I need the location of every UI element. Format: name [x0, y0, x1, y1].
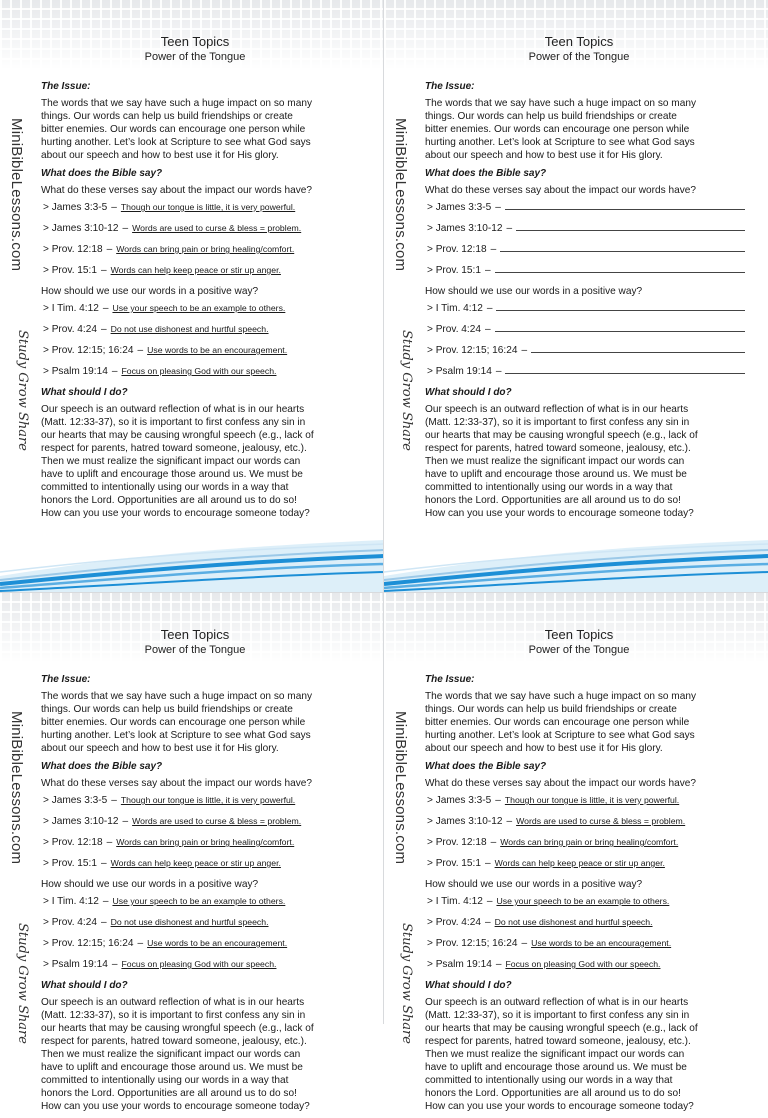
verse-item — [427, 836, 757, 857]
do-heading: What should I do? — [41, 980, 128, 991]
card-title: Teen Topics — [544, 627, 614, 642]
verse-item — [43, 937, 373, 958]
impact-question: What do these verses say about the impact our words have? — [425, 185, 696, 196]
verse-item — [427, 937, 757, 958]
motto-script: Study Grow Share — [15, 330, 30, 451]
verse-dash: – — [100, 324, 107, 335]
impact-question: What do these verses say about the impact our words have? — [41, 185, 312, 196]
verse-answer: Use words to be an encouragement. — [531, 938, 672, 948]
verse-reference: > James 3:10-12 — [427, 223, 503, 234]
verse-dash: – — [122, 223, 129, 234]
verse-dash: – — [486, 896, 493, 907]
do-line: committed to intentionally using our words in a way that — [41, 1075, 289, 1086]
issue-line: things. Our words can help us build friendships or create — [425, 704, 677, 715]
verse-item — [427, 243, 757, 264]
answer-blank-line[interactable] — [495, 323, 745, 332]
verse-reference: > James 3:3-5 — [427, 795, 492, 806]
verse-reference: > I Tim. 4:12 — [427, 896, 483, 907]
verse-item — [427, 201, 757, 222]
verse-dash: – — [122, 816, 129, 827]
do-line: have to uplift and encourage those around us. We must be — [425, 469, 687, 480]
verse-answer: Though our tongue is little, it is very powerful. — [120, 795, 296, 805]
issue-heading: The Issue: — [41, 674, 91, 685]
do-line: respect for parents, hatred toward someone, jealousy, etc.). — [41, 1036, 307, 1047]
do-line: Then we must realize the significant impact our words can — [41, 456, 301, 467]
issue-line: The words that we say have such a huge impact on so many — [41, 691, 312, 702]
verse-item — [43, 794, 373, 815]
motto-script: Study Grow Share — [15, 923, 30, 1044]
verse-item — [43, 243, 373, 264]
verse-reference: > Prov. 4:24 — [43, 917, 97, 928]
verse-answer: Use your speech to be an example to others. — [112, 896, 286, 906]
verse-reference: > Prov. 12:18 — [427, 244, 487, 255]
verse-reference: > I Tim. 4:12 — [43, 303, 99, 314]
issue-line: bitter enemies. Our words can encourage one person while — [425, 717, 690, 728]
verse-item — [43, 365, 373, 386]
verse-dash: – — [506, 223, 513, 234]
verse-item — [427, 815, 757, 836]
verse-dash: – — [100, 917, 107, 928]
issue-line: bitter enemies. Our words can encourage one person while — [41, 717, 306, 728]
verse-item — [427, 958, 757, 979]
verse-dash: – — [506, 816, 513, 827]
do-line: (Matt. 12:33-37), so it is important to first confess any sin in — [41, 1010, 306, 1021]
verse-answer: Words are used to curse & bless = problem. — [132, 223, 302, 233]
issue-line: hurting another. Let’s look at Scripture to see what God says — [425, 730, 695, 741]
issue-line: bitter enemies. Our words can encourage one person while — [425, 124, 690, 135]
do-line: (Matt. 12:33-37), so it is important to first confess any sin in — [425, 417, 690, 428]
verse-reference: > Prov. 15:1 — [43, 858, 97, 869]
verse-item — [43, 264, 373, 285]
issue-line: bitter enemies. Our words can encourage one person while — [41, 124, 306, 135]
do-line: Then we must realize the significant impact our words can — [425, 456, 685, 467]
bible-heading: What does the Bible say? — [41, 761, 163, 772]
verse-reference: > I Tim. 4:12 — [43, 896, 99, 907]
verse-dash: – — [100, 265, 107, 276]
issue-line: hurting another. Let’s look at Scripture to see what God says — [41, 137, 311, 148]
verse-reference: > Prov. 15:1 — [43, 265, 97, 276]
verse-reference: > Prov. 12:15; 16:24 — [427, 938, 518, 949]
do-line: have to uplift and encourage those around us. We must be — [425, 1062, 687, 1073]
verse-dash: – — [111, 795, 117, 806]
do-line: committed to intentionally using our words in a way that — [41, 482, 289, 493]
do-line: Our speech is an outward reflection of what is in our hearts — [425, 997, 689, 1008]
verse-dash: – — [484, 265, 491, 276]
card-content — [425, 80, 757, 525]
card-subtitle: Power of the Tongue — [528, 51, 630, 63]
verse-dash: – — [100, 858, 107, 869]
do-line: Our speech is an outward reflection of what is in our hearts — [425, 404, 689, 415]
verse-answer: Use your speech to be an example to others. — [112, 303, 286, 313]
verse-reference: > Psalm 19:14 — [43, 366, 108, 377]
site-watermark: MiniBibleLessons.com — [392, 711, 409, 865]
verse-item — [43, 323, 373, 344]
answer-blank-line[interactable] — [500, 243, 745, 252]
verse-dash: – — [111, 202, 117, 213]
verse-item — [43, 958, 373, 979]
do-paragraph — [41, 996, 373, 1113]
do-line: Our speech is an outward reflection of what is in our hearts — [41, 404, 305, 415]
site-watermark: MiniBibleLessons.com — [392, 118, 409, 272]
lesson-card — [384, 593, 768, 1112]
verse-dash: – — [521, 345, 528, 356]
lesson-card — [384, 0, 768, 592]
verse-dash: – — [484, 324, 491, 335]
issue-line: things. Our words can help us build friendships or create — [425, 111, 677, 122]
verse-dash: – — [495, 202, 501, 213]
verse-answer: Words are used to curse & bless = problem. — [516, 816, 686, 826]
verse-dash: – — [111, 959, 118, 970]
verse-dash: – — [490, 244, 497, 255]
horizontal-cut-line — [0, 592, 768, 593]
issue-heading: The Issue: — [41, 81, 91, 92]
card-subtitle: Power of the Tongue — [144, 51, 246, 63]
verse-dash: – — [484, 858, 491, 869]
verse-answer: Though our tongue is little, it is very powerful. — [120, 202, 296, 212]
verse-reference: > Prov. 12:15; 16:24 — [43, 345, 134, 356]
positive-question: How should we use our words in a positive way? — [425, 879, 643, 890]
verse-item — [43, 201, 373, 222]
verse-reference: > Prov. 4:24 — [427, 324, 481, 335]
issue-line: The words that we say have such a huge impact on so many — [425, 691, 696, 702]
verse-dash: – — [495, 366, 502, 377]
lesson-card — [0, 593, 384, 1112]
do-heading: What should I do? — [425, 387, 512, 398]
do-line: respect for parents, hatred toward someone, jealousy, etc.). — [425, 1036, 691, 1047]
impact-question: What do these verses say about the impact our words have? — [41, 778, 312, 789]
answer-blank-line[interactable] — [505, 201, 745, 210]
card-content — [425, 673, 757, 1118]
do-heading: What should I do? — [41, 387, 128, 398]
issue-line: hurting another. Let’s look at Scripture to see what God says — [41, 730, 311, 741]
verse-item — [43, 344, 373, 365]
verse-reference: > James 3:10-12 — [427, 816, 503, 827]
do-line: How can you use your words to encourage someone today? — [425, 508, 694, 519]
verse-item — [43, 857, 373, 878]
issue-paragraph — [425, 97, 757, 162]
issue-line: about our speech and how to best use it for His glory. — [425, 150, 663, 161]
issue-line: about our speech and how to best use it for His glory. — [425, 743, 663, 754]
verse-answer: Though our tongue is little, it is very powerful. — [504, 795, 680, 805]
verse-dash: – — [102, 896, 109, 907]
verse-answer: Words can help keep peace or stir up anger. — [494, 858, 665, 868]
issue-paragraph — [41, 97, 373, 162]
verse-item — [427, 302, 757, 323]
verse-answer: Focus on pleasing God with our speech. — [505, 959, 661, 969]
verse-answer: Words can bring pain or bring healing/comfort. — [500, 837, 679, 847]
issue-line: things. Our words can help us build friendships or create — [41, 111, 293, 122]
do-paragraph — [425, 403, 757, 520]
do-line: (Matt. 12:33-37), so it is important to first confess any sin in — [41, 417, 306, 428]
verse-item — [427, 222, 757, 243]
vertical-cut-line — [383, 0, 384, 1024]
verse-item — [427, 344, 757, 365]
verse-reference: > Prov. 12:15; 16:24 — [43, 938, 134, 949]
verse-dash: – — [490, 837, 497, 848]
issue-heading: The Issue: — [425, 81, 475, 92]
verse-reference: > I Tim. 4:12 — [427, 303, 483, 314]
issue-line: The words that we say have such a huge impact on so many — [41, 98, 312, 109]
do-line: our hearts that may be causing wrongful speech (e.g., lack of — [425, 1023, 698, 1034]
verse-reference: > James 3:3-5 — [43, 202, 108, 213]
positive-question: How should we use our words in a positive way? — [425, 286, 643, 297]
do-line: How can you use your words to encourage someone today? — [41, 1101, 310, 1112]
verse-reference: > Prov. 15:1 — [427, 265, 481, 276]
card-subtitle: Power of the Tongue — [144, 644, 246, 656]
do-line: have to uplift and encourage those around us. We must be — [41, 1062, 303, 1073]
verse-reference: > Psalm 19:14 — [427, 366, 492, 377]
verse-dash: – — [486, 303, 493, 314]
bible-heading: What does the Bible say? — [425, 168, 547, 179]
verse-reference: > Prov. 12:18 — [43, 837, 103, 848]
verse-answer: Words can help keep peace or stir up anger. — [110, 265, 281, 275]
verse-reference: > James 3:3-5 — [43, 795, 108, 806]
do-line: honors the Lord. Opportunities are all around us to do so! — [41, 495, 297, 506]
verse-reference: > Psalm 19:14 — [427, 959, 492, 970]
do-line: honors the Lord. Opportunities are all around us to do so! — [41, 1088, 297, 1099]
verse-reference: > James 3:10-12 — [43, 816, 119, 827]
do-line: honors the Lord. Opportunities are all around us to do so! — [425, 1088, 681, 1099]
verse-answer: Do not use dishonest and hurtful speech. — [494, 917, 653, 927]
verse-answer: Use words to be an encouragement. — [147, 345, 288, 355]
verse-item — [43, 815, 373, 836]
verse-reference: > James 3:10-12 — [43, 223, 119, 234]
do-line: respect for parents, hatred toward someone, jealousy, etc.). — [41, 443, 307, 454]
do-line: Then we must realize the significant impact our words can — [425, 1049, 685, 1060]
verse-reference: > James 3:3-5 — [427, 202, 492, 213]
do-line: have to uplift and encourage those around us. We must be — [41, 469, 303, 480]
answer-blank-line[interactable] — [516, 222, 745, 231]
wave-decoration — [384, 520, 768, 592]
card-title: Teen Topics — [160, 34, 230, 49]
card-title: Teen Topics — [160, 627, 230, 642]
do-line: How can you use your words to encourage someone today? — [425, 1101, 694, 1112]
lesson-card — [0, 0, 384, 592]
bible-heading: What does the Bible say? — [425, 761, 547, 772]
issue-line: things. Our words can help us build friendships or create — [41, 704, 293, 715]
issue-line: The words that we say have such a huge impact on so many — [425, 98, 696, 109]
do-line: honors the Lord. Opportunities are all around us to do so! — [425, 495, 681, 506]
motto-script: Study Grow Share — [399, 330, 414, 451]
verse-answer: Words can help keep peace or stir up anger. — [110, 858, 281, 868]
answer-blank-line[interactable] — [496, 302, 745, 311]
issue-line: about our speech and how to best use it for His glory. — [41, 150, 279, 161]
do-line: our hearts that may be causing wrongful speech (e.g., lack of — [41, 430, 314, 441]
do-line: (Matt. 12:33-37), so it is important to first confess any sin in — [425, 1010, 690, 1021]
motto-script: Study Grow Share — [399, 923, 414, 1044]
verse-dash: – — [521, 938, 528, 949]
verse-item — [427, 365, 757, 386]
verse-answer: Do not use dishonest and hurtful speech. — [110, 917, 269, 927]
verse-item — [427, 916, 757, 937]
verse-reference: > Prov. 4:24 — [427, 917, 481, 928]
card-title: Teen Topics — [544, 34, 614, 49]
do-paragraph — [425, 996, 757, 1113]
verse-item — [43, 895, 373, 916]
positive-question: How should we use our words in a positive way? — [41, 286, 259, 297]
issue-heading: The Issue: — [425, 674, 475, 685]
do-heading: What should I do? — [425, 980, 512, 991]
verse-item — [43, 302, 373, 323]
verse-answer: Words can bring pain or bring healing/comfort. — [116, 837, 295, 847]
verse-answer: Words are used to curse & bless = problem. — [132, 816, 302, 826]
bible-heading: What does the Bible say? — [41, 168, 163, 179]
positive-question: How should we use our words in a positive way? — [41, 879, 259, 890]
verse-reference: > Prov. 12:18 — [43, 244, 103, 255]
impact-question: What do these verses say about the impact our words have? — [425, 778, 696, 789]
answer-blank-line[interactable] — [505, 365, 745, 374]
verse-item — [43, 222, 373, 243]
issue-paragraph — [425, 690, 757, 755]
verse-reference: > Prov. 12:15; 16:24 — [427, 345, 518, 356]
verse-answer: Use words to be an encouragement. — [147, 938, 288, 948]
do-line: committed to intentionally using our words in a way that — [425, 1075, 673, 1086]
verse-item — [427, 857, 757, 878]
site-watermark: MiniBibleLessons.com — [8, 118, 25, 272]
do-line: committed to intentionally using our words in a way that — [425, 482, 673, 493]
verse-dash: – — [102, 303, 109, 314]
verse-answer: Do not use dishonest and hurtful speech. — [110, 324, 269, 334]
issue-paragraph — [41, 690, 373, 755]
verse-item — [427, 794, 757, 815]
do-paragraph — [41, 403, 373, 520]
verse-dash: – — [495, 795, 501, 806]
card-subtitle: Power of the Tongue — [528, 644, 630, 656]
do-line: How can you use your words to encourage someone today? — [41, 508, 310, 519]
verse-answer: Words can bring pain or bring healing/comfort. — [116, 244, 295, 254]
verse-answer: Use your speech to be an example to others. — [496, 896, 670, 906]
answer-blank-line[interactable] — [531, 344, 745, 353]
verse-reference: > Prov. 4:24 — [43, 324, 97, 335]
verse-item — [43, 836, 373, 857]
verse-item — [427, 323, 757, 344]
verse-item — [43, 916, 373, 937]
verse-item — [427, 264, 757, 285]
do-line: our hearts that may be causing wrongful speech (e.g., lack of — [425, 430, 698, 441]
do-line: Then we must realize the significant impact our words can — [41, 1049, 301, 1060]
do-line: respect for parents, hatred toward someone, jealousy, etc.). — [425, 443, 691, 454]
verse-item — [427, 895, 757, 916]
verse-dash: – — [111, 366, 118, 377]
verse-answer: Focus on pleasing God with our speech. — [121, 959, 277, 969]
wave-decoration — [0, 520, 384, 592]
do-line: our hearts that may be causing wrongful speech (e.g., lack of — [41, 1023, 314, 1034]
do-line: Our speech is an outward reflection of what is in our hearts — [41, 997, 305, 1008]
site-watermark: MiniBibleLessons.com — [8, 711, 25, 865]
card-content — [41, 673, 373, 1118]
verse-dash: – — [106, 244, 113, 255]
verse-answer: Focus on pleasing God with our speech. — [121, 366, 277, 376]
card-content — [41, 80, 373, 525]
verse-dash: – — [495, 959, 502, 970]
verse-reference: > Prov. 15:1 — [427, 858, 481, 869]
answer-blank-line[interactable] — [495, 264, 745, 273]
verse-dash: – — [137, 345, 144, 356]
verse-reference: > Prov. 12:18 — [427, 837, 487, 848]
verse-reference: > Psalm 19:14 — [43, 959, 108, 970]
verse-dash: – — [137, 938, 144, 949]
issue-line: hurting another. Let’s look at Scripture to see what God says — [425, 137, 695, 148]
verse-dash: – — [106, 837, 113, 848]
issue-line: about our speech and how to best use it for His glory. — [41, 743, 279, 754]
verse-dash: – — [484, 917, 491, 928]
